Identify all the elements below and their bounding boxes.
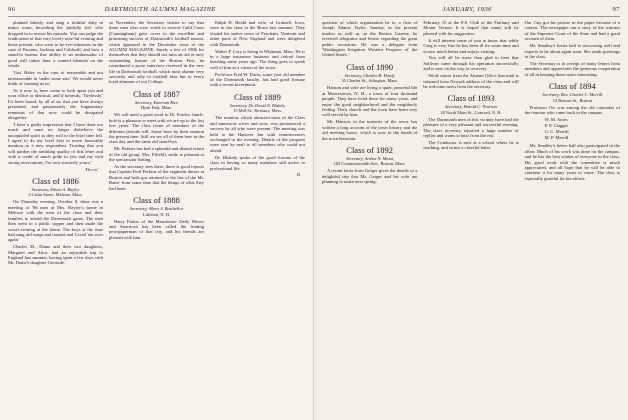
paragraph: Mr. Smalley's better half also participated in the affair. Much of his work was done on the campus, and he has the best wishes of everyone in the class. His good work with the committee is much appreciated, and all hope that he will be able to continue it for many years to come. The class is especially grateful for his efforts. xyxy=(524,143,620,181)
paragraph: The Dartmouth men of this vicinity have had the pleasure of a very pleasant and successful evening. The class secretary reported a large number of replies and wants to hear from the rest. xyxy=(423,116,519,139)
left-running-header xyxy=(8,6,305,17)
class-heading-1887: Class of 1887 xyxy=(133,88,180,99)
list-item: M. P. Merrill xyxy=(544,135,569,141)
paragraph: Mr. Smalley's better half is recovering well and expects to be about again soon. She sends greetings to the class. xyxy=(524,43,620,59)
class-address: 14 Beacon St., Boston xyxy=(552,97,592,103)
class-secretary: Secretary, Arthur N. Minot xyxy=(346,155,394,161)
class-address: 183 Commonwealth Ave., Boston, Mass. xyxy=(333,161,406,167)
class-address: Littleton, N. H. xyxy=(143,211,170,217)
paragraph: Mr. Bonner has had a splendid and dismal return of the old group. Mrs. Fifield's smile is pleasant at the spectacular fishing. xyxy=(109,146,204,163)
left-column-3 xyxy=(210,20,305,267)
right-column-3 xyxy=(525,20,620,186)
class-heading-1892: Class of 1892 xyxy=(346,144,394,155)
class-heading-1894: Class of 1894 xyxy=(548,81,596,92)
paragraph: Harry Parker of the Manchester Daily Mirror and American has been called the leading newspaperman of that city, and his friends are pleased with him. xyxy=(109,218,204,240)
right-column-1 xyxy=(322,20,417,186)
signature: 'Hutch.' xyxy=(84,166,99,172)
paragraph: The reunion, which attracted most of the Class and numerous wives and sons, was pronounced a success by all who were present. The meeting was held at the Hanover Inn with reminiscences exchanged in the evening. Details of the program were sent by mail to all members who could not attend. xyxy=(210,115,305,153)
paragraph: Walter P. Cory is living in Whitman, Mass. He is in a large insurance business and retired from teaching some years ago. The thing goes to speak well of him as a citizen of the town. xyxy=(210,48,305,70)
paragraph: planned bitterly and sang a faithful ditty in minor tones, bewailing the 'pitifully few' who dropped in to rescue his episode. You can judge the vindication of that very lovely note-ful evening and those present, who were to be eye-witnesses in the case of Parsons, Jackson and Caldwell, and how a stand-in bureau that ability is an ambassador of good will rather than a wanted blemish on the whole. xyxy=(8,20,103,69)
class-address: 15 Mill St., Roxbury, Mass. xyxy=(233,108,282,114)
class-secretary: Secretary, Harold C. Pearson xyxy=(444,104,497,110)
class-address: 35 Charles St., Arlington, Mass. xyxy=(341,78,398,84)
paragraph: The Conductor is now at a school where he is teaching, and writes a cheerful letter. xyxy=(423,140,519,151)
paragraph: You will all be more than glad to hear that Sullivan came through his operation successfully and is now on the way to recovery. xyxy=(423,55,519,72)
right-columns xyxy=(322,20,620,186)
paragraph: February 15 at the F.S. Club of the Fairbury and Mount Vernon. It is hoped that many will be pleased with his suggestion. xyxy=(423,20,519,36)
paragraph: Dr. Blakely spoke of the good fortune of the class in having so many members still active in professional life. xyxy=(210,154,305,171)
paragraph: 'I have a guilty impression that I have done too much and must no longer disbelieve the uncapitaled spirit as they will to the brief time left. I agree to do my level best to move honorable mention as a new respondent. Trusting that you will pardon the rambling quality of this letter and with a credit of much pride in you and my own strong reservations, I'm very sincerely yours,' xyxy=(8,121,103,165)
right-column-2 xyxy=(423,20,518,186)
paragraph: We will need a good word to Dr. Fowler, lunch-hole is a pleasure to meet with we are up to the last few years. The class roster of members of the different periods still. Some have by their reunion the present time. Still we see all of them here in the class day and the same old stand-bys. xyxy=(109,112,204,145)
paragraph: Hanson and wife are living a quiet, peaceful life at Moorestown, N. H., a town of four thousand people. They have lived there for many years, and enjoy the good neighborhood and the neighborly feeling. Their church and the town have been very well served by him. xyxy=(322,85,418,118)
paragraph: Charles M., Dame and their two daughters, Margaret and Alice, had an enjoyable trip to England last summer, having spent a few days with Mr. Dame's daughter Gertrude. xyxy=(8,244,103,266)
paragraph: It will interest some of you to know that while Greg is very fine he has been ill for some time and is now much better and enjoys visiting. xyxy=(423,37,519,54)
class-secretary: Secretary, Albert S. Batchellor xyxy=(129,206,184,212)
right-running-header xyxy=(322,6,620,17)
left-columns xyxy=(8,20,305,267)
paragraph: Professor Orr was among the old comrades of the reunion who came back to the campus. xyxy=(524,104,620,115)
class-secretary: Secretary, Edwin A. Bayley xyxy=(31,186,80,192)
paragraph: Our Guy got his picture in the paper because of a contest. The newspaper ran a story of the winners of the Supreme Court of the State and had a good account of them. xyxy=(524,20,620,42)
list-item: G. C. Merrill xyxy=(544,129,569,135)
paragraph: Mr. Hanson, in the interests of the town, has written a long account of the town history and the old meeting house, which is now in the hands of the town historian. xyxy=(322,119,418,141)
class-heading-1893: Class of 1893 xyxy=(447,93,495,104)
right-page-number: 97 xyxy=(612,6,620,13)
class-secretary: Secretary, Emerson Rice xyxy=(134,99,179,105)
paragraph: Ralph H. Heald and wife, of Grinnell, Iowa, were in the class at the Brace last summer. They visited his native town of Peacham, Vermont and other parts of New England and were delighted with Dartmouth. xyxy=(210,20,305,47)
paragraph: 'Gus' Haley in the case of reasonable and not unreasonable in 'under some sets.' We would never think of 'running us in.' xyxy=(8,70,103,86)
list-item: F. P. Clagget xyxy=(544,123,568,129)
left-column-1 xyxy=(8,20,103,267)
list-item: W. M. Ames xyxy=(544,117,568,123)
class-address: 20 North Main St., Concord, N. H. xyxy=(440,109,502,115)
paragraph: so November, the Secretary wishes to say that these men who were voted to receive Gold Cross (Cunningham) gave cover to the excellent and promising success of Dartmouth's football season, which appeared in the December issue of the ALUMNI MAGAZINE. Surely a few of 1886 for themselves that they should not miss an old or only outstanding feature of the Boston Post, he contributed a prose interview received in the new life in Dartmouth football, which most alumni very seriously and only to football fans but to every loyal alumnus of our College. xyxy=(109,20,204,85)
paragraph: question of which organization he is, a firm of Joseph Adams Taylor. Sunday, in the present market as well as on the Boston Gazette, he received telegrams and letters regarding the great public occasions. He was a delegate from 'Washington Irrigation Western Progress of the United States.' xyxy=(322,20,418,58)
signature: B. xyxy=(296,172,301,178)
class-heading-1886: Class of 1886 xyxy=(32,175,79,186)
paragraph: As it now is, have come to look upon you and your office as identical, and if honestly, 'Tirelessly.' It's been found, by all of us, that you have always presented, and passionately the fragmentary remnants of that now could be dissipated altogether. xyxy=(8,87,103,120)
class-name-list xyxy=(545,117,620,141)
paragraph: On Thursday evening, October 8, there was a meeting of '86 men at Mrs. Bayley's home in Melrose with the men of the class and their families to attend the Dartmouth game. The men then went to a public supper and then made the social evening at the home. The boys at the time had sung old songs and toasted and 'Lived 'em over again.' xyxy=(8,199,103,243)
left-page-number: 96 xyxy=(8,6,16,13)
class-address: Hyde Park, Mass. xyxy=(140,105,173,111)
right-page-title: JANUARY, 1936 xyxy=(442,6,492,13)
paragraph: The Secretary is in receipt of many letters from members and appreciates the generous cooperation of all in keeping these notes interesting. xyxy=(524,60,620,77)
paragraph: Word comes from the Alumni Office that mail is returned from Newark address of the class and will be welcome news from the secretary. xyxy=(423,73,519,89)
class-address: 4 Cedar Street, Melrose, Mass. xyxy=(28,192,83,198)
class-secretary: Secretary, Dr. David N. Blakely xyxy=(229,102,286,108)
class-secretary: Secretary, Rev. Charles C. Merrill xyxy=(542,92,603,98)
left-page-title: DARTMOUTH ALUMNI MAGAZINE xyxy=(104,6,216,13)
paragraph: A recent letter from Geiger gives the details of a delightful trip that Mr. Geiger and his wife are planning to make next spring. xyxy=(322,168,418,185)
class-secretary: Secretary, Charles H. Hardy xyxy=(344,72,395,78)
paragraph: Professor Fred W. Davis, some year old member of the Dartmouth faculty, has had good fortune with a recent investment. xyxy=(210,71,305,88)
class-heading-1889: Class of 1889 xyxy=(234,91,281,102)
right-page xyxy=(314,0,628,420)
class-heading-1890: Class of 1890 xyxy=(346,61,394,72)
paragraph: As the secretary sees there, there is good reports that Captain Fred Perkins of the regiment dinner at Boston and both got returned to the last of the Mr. Bates' from some time that the things of what they had been. xyxy=(109,164,204,191)
class-heading-1888: Class of 1888 xyxy=(133,195,180,206)
left-column-2 xyxy=(109,20,204,267)
